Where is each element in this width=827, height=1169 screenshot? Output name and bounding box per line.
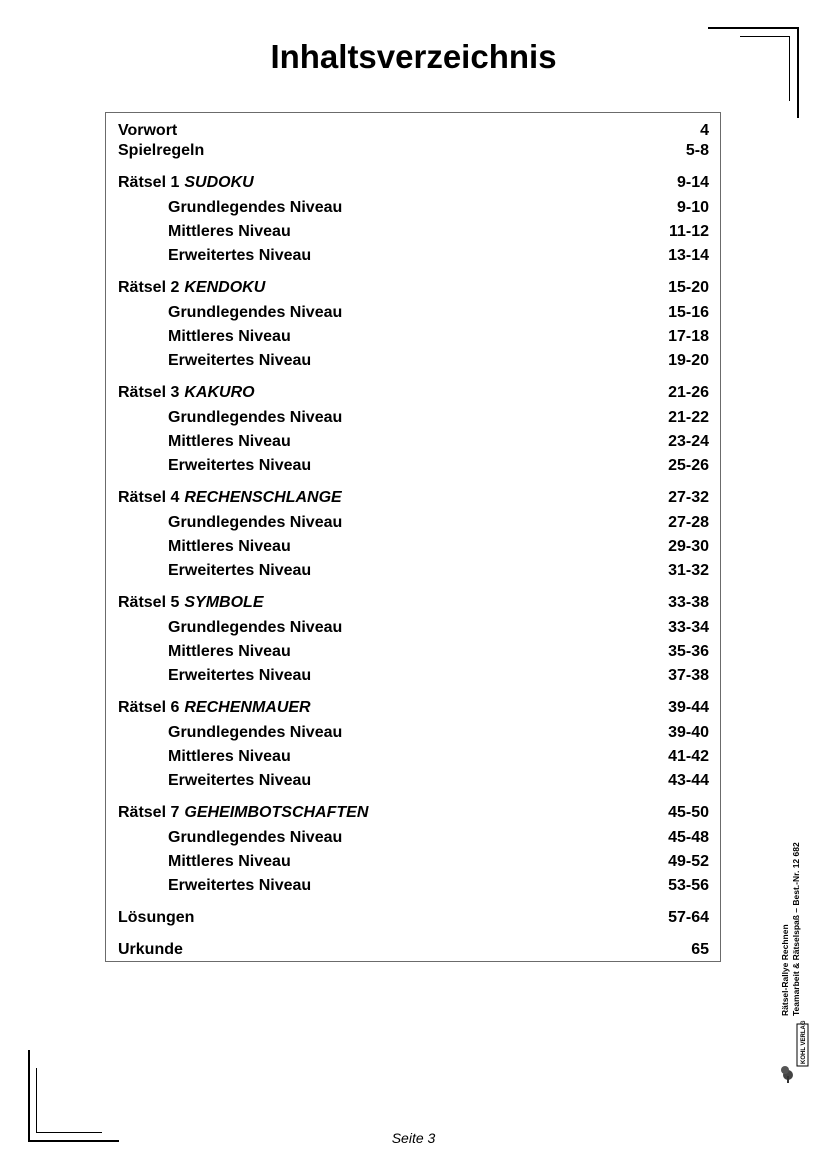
toc-entry-page: 39-44 [668,699,709,716]
toc-entry [118,804,709,826]
toc-entry-label [118,594,264,612]
toc-entry [118,909,709,931]
toc-entry [118,619,709,641]
toc-entry-label [118,384,255,402]
toc-entry [118,772,709,794]
toc-entry [118,562,709,584]
toc-entry-page: 49-52 [668,853,709,870]
toc-entry-page: 57-64 [668,909,709,926]
toc-entry-label [118,279,265,297]
toc-entry [118,384,709,406]
toc-entry-title: Grundlegendes Niveau [168,829,343,846]
toc-entry-label [168,538,291,556]
toc-entry-label [118,909,194,927]
toc-entry-title: Rätsel 3 [118,384,180,401]
toc-entry-title: Vorwort [118,122,178,139]
side-imprint [780,801,802,1016]
toc-entry-label [168,853,291,871]
toc-entry-title: Erweitertes Niveau [168,772,312,789]
toc-entry-page: 15-16 [668,304,709,321]
toc-entry-page: 4 [700,122,709,139]
toc-entry-page: 41-42 [668,748,709,765]
toc-entry-label [168,643,291,661]
toc-entry [118,304,709,326]
toc-entry-puzzle-name: GEHEIMBOTSCHAFTEN [184,804,369,821]
toc-entry [118,724,709,746]
toc-entry [118,142,709,164]
toc-entry-title: Rätsel 7 [118,804,180,821]
toc-entry-page: 13-14 [668,247,709,264]
toc-entry-label [168,562,311,580]
toc-entry-label [118,122,177,140]
toc-entry [118,174,709,196]
toc-entry-label [168,724,342,742]
toc-entry-label [168,352,311,370]
toc-entry-page: 27-28 [668,514,709,531]
toc-entry-title: Rätsel 5 [118,594,180,611]
toc-entry [118,877,709,899]
toc-entry [118,748,709,770]
toc-entry-title: Erweitertes Niveau [168,667,312,684]
toc-entry [118,853,709,875]
toc-entry-title: Mittleres Niveau [168,328,291,345]
toc-entry-page: 23-24 [668,433,709,450]
toc-entry-title: Grundlegendes Niveau [168,304,343,321]
toc-entry-page: 5-8 [685,142,709,159]
toc-entry-title: Mittleres Niveau [168,643,291,660]
toc-entry-label [168,829,342,847]
toc-entry [118,122,709,144]
toc-entry-puzzle-name: KENDOKU [184,279,266,296]
page-number: Seite 3 [391,1130,436,1146]
toc-entry-page: 19-20 [668,352,709,369]
toc-entry-title: Grundlegendes Niveau [168,724,343,741]
toc-entry-page: 39-40 [668,724,709,741]
toc-entry-puzzle-name: KAKURO [184,384,255,401]
publisher-name: KOHL VERLAG [801,1020,807,1064]
toc-entry-page: 21-22 [668,409,709,426]
toc-entry-page: 15-20 [668,279,709,296]
toc-entry-title: Rätsel 4 [118,489,180,506]
toc-entry-page: 9-10 [676,199,709,216]
toc-entry [118,643,709,665]
toc-entry-page: 25-26 [668,457,709,474]
toc-entry-label [118,489,342,507]
toc-entry-label [118,174,254,192]
toc-entry [118,328,709,350]
toc-entry-puzzle-name: RECHENMAUER [184,699,311,716]
toc-entry-title: Erweitertes Niveau [168,352,312,369]
toc-entry-page: 65 [691,941,709,958]
toc-entry-page: 43-44 [668,772,709,789]
table-of-contents [105,112,721,962]
toc-entry [118,699,709,721]
toc-entry-page: 31-32 [668,562,709,579]
toc-entry-page: 11-12 [668,223,709,240]
toc-entry-title: Urkunde [118,941,183,958]
toc-entry-title: Erweitertes Niveau [168,247,312,264]
toc-entry-page: 33-34 [668,619,709,636]
toc-entry-title: Mittleres Niveau [168,433,291,450]
toc-entry-title: Erweitertes Niveau [168,457,312,474]
toc-entry-label [168,409,342,427]
toc-entry-title: Mittleres Niveau [168,853,291,870]
toc-entry-title: Mittleres Niveau [168,223,291,240]
toc-entry-label [168,304,342,322]
page-title: Inhaltsverzeichnis [270,38,557,75]
toc-entry [118,594,709,616]
toc-entry [118,352,709,374]
toc-entry-title: Grundlegendes Niveau [168,409,343,426]
toc-entry [118,433,709,455]
toc-entry [118,941,709,963]
toc-entry-label [118,142,204,160]
toc-entry [118,409,709,431]
toc-entry-title: Grundlegendes Niveau [168,514,343,531]
toc-entry-page: 17-18 [668,328,709,345]
toc-entry-title: Erweitertes Niveau [168,562,312,579]
toc-entry-page: 35-36 [668,643,709,660]
toc-entry-page: 27-32 [668,489,709,506]
toc-entry-title: Rätsel 1 [118,174,180,191]
toc-entry-puzzle-name: RECHENSCHLANGE [184,489,342,506]
toc-entry-page: 45-50 [668,804,709,821]
toc-entry [118,279,709,301]
toc-entry-title: Rätsel 2 [118,279,180,296]
toc-entry-label [168,514,342,532]
toc-entry-label [168,748,291,766]
toc-entry-puzzle-name: SYMBOLE [184,594,264,611]
toc-entry-title: Grundlegendes Niveau [168,619,343,636]
side-imprint-line2: Teamarbeit & Rätselspaß – Best.-Nr. 12 682 [791,842,801,1016]
toc-entry-title: Grundlegendes Niveau [168,199,343,216]
toc-entry [118,489,709,511]
toc-entry-puzzle-name: SUDOKU [184,174,254,191]
toc-entry-label [168,877,311,895]
toc-entry-label [168,247,311,265]
toc-entry-page: 33-38 [668,594,709,611]
toc-entry-label [118,699,311,717]
toc-entry [118,247,709,269]
toc-entry-page: 37-38 [668,667,709,684]
toc-entry-page: 9-14 [676,174,709,191]
toc-entry-page: 21-26 [668,384,709,401]
publisher-logo [779,1018,809,1084]
toc-entry-title: Erweitertes Niveau [168,877,312,894]
side-imprint-line1: Rätsel-Rallye Rechnen [780,924,790,1016]
toc-entry-label [168,619,342,637]
toc-entry-label [168,328,291,346]
toc-entry [118,514,709,536]
toc-entry-label [168,199,342,217]
toc-entry-title: Mittleres Niveau [168,538,291,555]
toc-entry [118,538,709,560]
toc-entry-page: 53-56 [668,877,709,894]
toc-entry-page: 45-48 [668,829,709,846]
toc-entry-label [168,433,291,451]
toc-entry-page: 29-30 [668,538,709,555]
tree-icon [779,1018,809,1084]
toc-entry-title: Spielregeln [118,142,205,159]
toc-entry-label [168,772,311,790]
toc-entry-title: Rätsel 6 [118,699,180,716]
toc-entry-label [118,804,368,822]
toc-entry-title: Lösungen [118,909,195,926]
toc-entry-label [168,223,291,241]
toc-entry [118,667,709,689]
toc-entry-label [168,667,311,685]
toc-entry [118,199,709,221]
toc-entry-label [168,457,311,475]
toc-entry-title: Mittleres Niveau [168,748,291,765]
toc-entry [118,829,709,851]
toc-entry-label [118,941,183,959]
toc-entry [118,457,709,479]
toc-entry [118,223,709,245]
